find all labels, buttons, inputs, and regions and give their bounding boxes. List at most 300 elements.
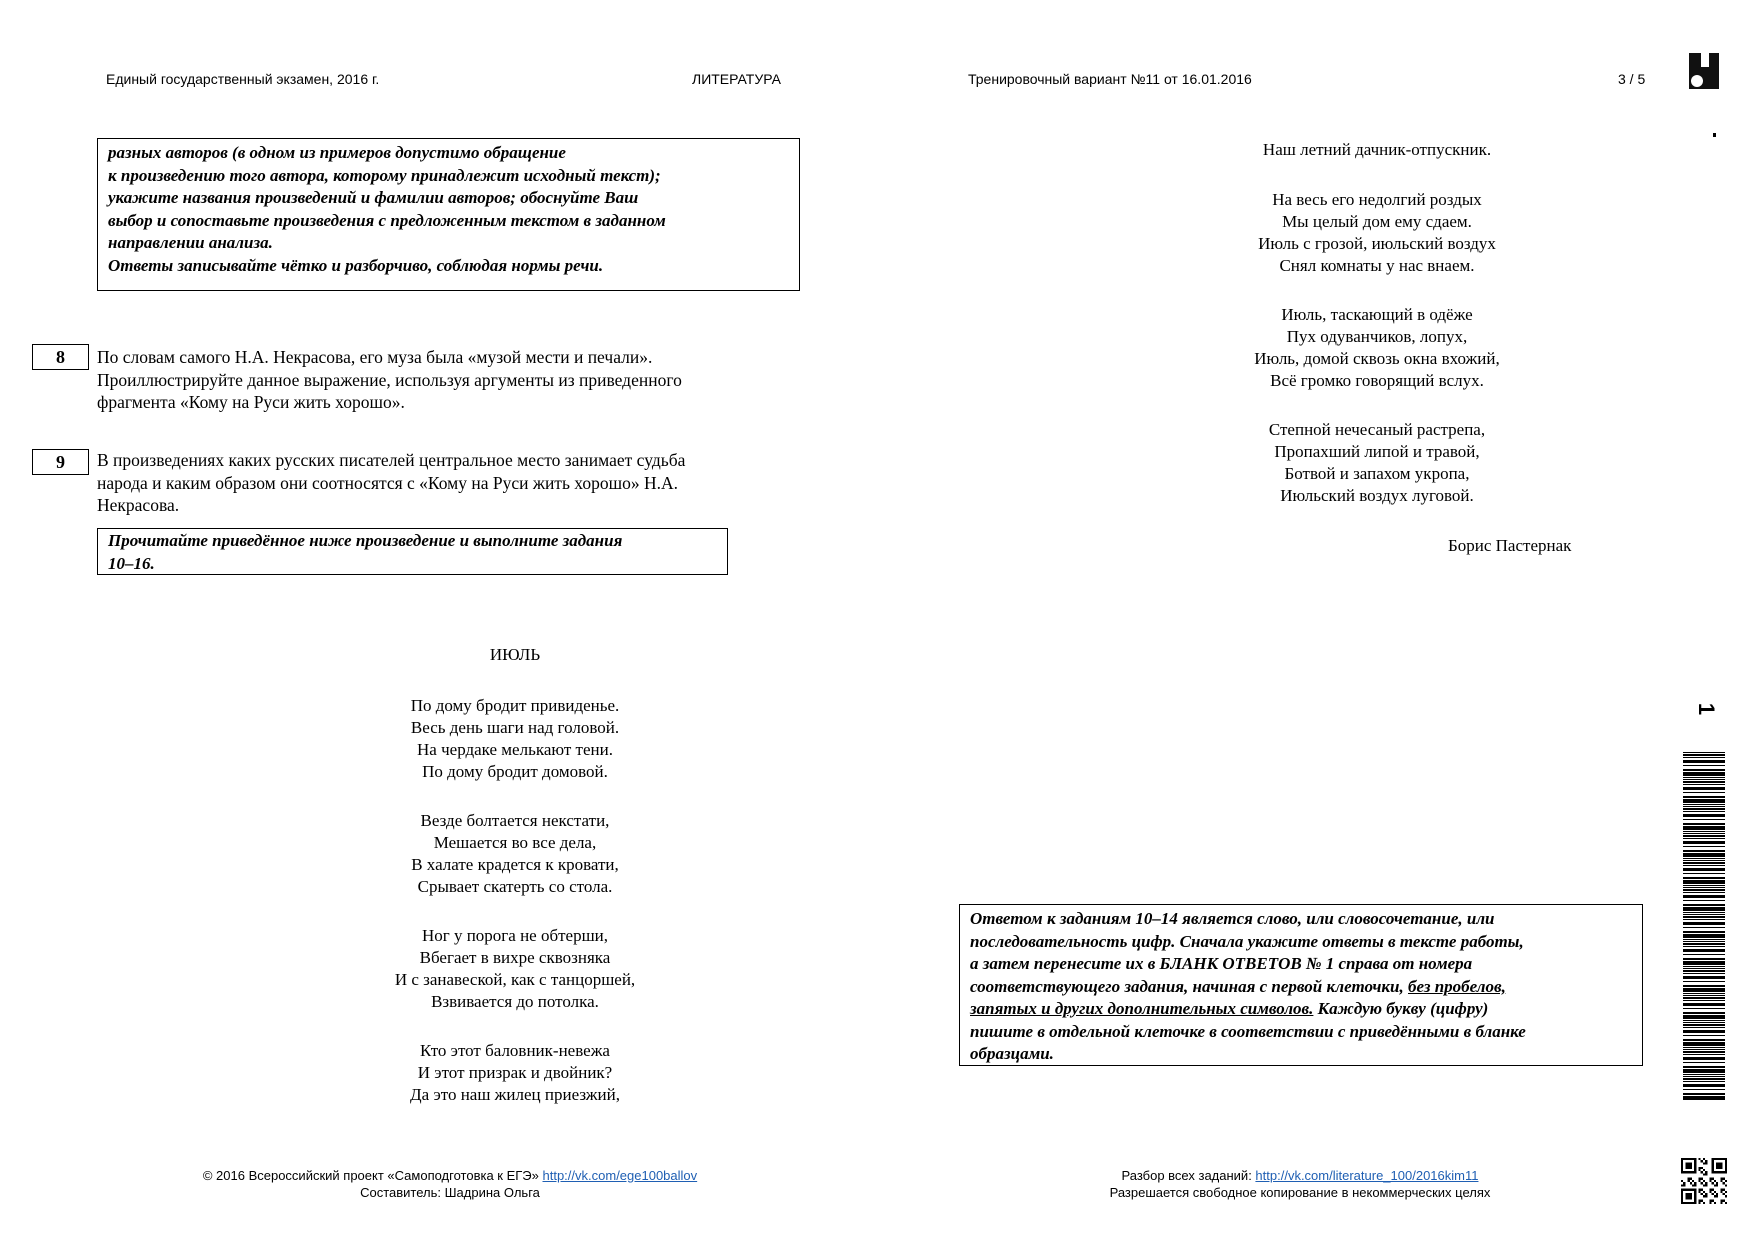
qr-module [1688, 1180, 1690, 1182]
qr-module [1690, 1193, 1692, 1195]
qr-module [1681, 1200, 1683, 1202]
qr-module [1712, 1182, 1714, 1184]
qr-module [1723, 1171, 1725, 1173]
barcode-bar [1683, 997, 1725, 999]
side-mark: 1 [1694, 702, 1720, 716]
footer-analysis-link[interactable]: http://vk.com/literature_100/2016kim11 [1255, 1168, 1479, 1183]
poem-stanza [315, 695, 715, 783]
barcode-bar [1683, 973, 1725, 974]
qr-module [1683, 1182, 1685, 1184]
question-line: Некрасова. [97, 495, 180, 515]
qr-module [1683, 1171, 1685, 1173]
qr-module [1681, 1202, 1683, 1204]
barcode-bar [1683, 914, 1725, 915]
qr-module [1720, 1167, 1722, 1169]
question-line: фрагмента «Кому на Руси жить хорошо». [97, 392, 405, 412]
barcode-bar [1683, 934, 1725, 938]
qr-module [1690, 1171, 1692, 1173]
barcode-bar [1683, 846, 1725, 847]
qr-module [1681, 1171, 1683, 1173]
instruction-fragment: соответствующего задания, начиная с первой клеточки, [970, 976, 1409, 996]
qr-module [1699, 1169, 1701, 1171]
barcode-bar [1683, 1008, 1725, 1009]
qr-module [1705, 1195, 1707, 1197]
qr-module [1685, 1158, 1687, 1160]
qr-module [1714, 1180, 1716, 1182]
qr-module [1694, 1202, 1696, 1204]
qr-module [1694, 1171, 1696, 1173]
qr-module [1694, 1191, 1696, 1193]
instruction-line: Прочитайте приведённое ниже произведение и выполните задания [108, 531, 623, 550]
poem-line: Вбегает в вихре сквозняка [419, 948, 611, 967]
barcode-bar [1683, 841, 1725, 844]
qr-module [1688, 1171, 1690, 1173]
instruction-line: образцами. [970, 1044, 1054, 1063]
qr-module [1681, 1197, 1683, 1199]
qr-module [1681, 1180, 1683, 1182]
barcode-bar [1683, 1089, 1725, 1090]
barcode-bar [1683, 1003, 1725, 1006]
barcode-bar [1683, 1054, 1725, 1055]
footer-license: Разрешается свободное копирование в некоммерческих целях [1109, 1185, 1491, 1200]
barcode-bar [1683, 853, 1725, 857]
poem-line: Мешается во все дела, [433, 833, 597, 852]
qr-module [1723, 1193, 1725, 1195]
barcode-bar [1683, 946, 1725, 947]
qr-module [1703, 1162, 1705, 1164]
barcode-bar [1683, 1000, 1725, 1001]
poem-line: Июль, домой сквозь окна вхожий, [1254, 349, 1500, 368]
barcode-bar [1683, 831, 1725, 832]
poem-line: По дому бродит домовой. [422, 762, 608, 781]
qr-module [1683, 1202, 1685, 1204]
qr-module [1725, 1158, 1727, 1160]
poem-stanza [315, 810, 715, 898]
barcode-bar [1683, 1027, 1725, 1028]
barcode-bar [1683, 760, 1725, 763]
barcode-bar [1683, 988, 1725, 992]
barcode-bar [1683, 862, 1725, 864]
qr-module [1714, 1158, 1716, 1160]
qr-module [1725, 1184, 1727, 1186]
qr-module [1688, 1197, 1690, 1199]
qr-module [1681, 1189, 1683, 1191]
barcode-bar [1683, 976, 1725, 979]
instruction-line: к произведению того автора, которому принадлежит исходный текст); [108, 165, 661, 185]
poem-stanza [1177, 419, 1577, 507]
qr-module [1720, 1158, 1722, 1160]
qr-module [1699, 1191, 1701, 1193]
qr-module [1703, 1180, 1705, 1182]
qr-code-icon [1681, 1158, 1727, 1204]
qr-module [1703, 1195, 1705, 1197]
qr-module [1692, 1158, 1694, 1160]
barcode-bar [1683, 765, 1725, 766]
instruction-fragment: Каждую букву (цифру) [1313, 999, 1489, 1018]
poem-stanza [315, 925, 715, 1013]
side-tick-mark [1713, 133, 1716, 137]
poem-line: Всё громко говорящий вслух. [1270, 371, 1484, 390]
qr-module [1712, 1189, 1714, 1191]
qr-module [1712, 1169, 1714, 1171]
page-number: 3 / 5 [1618, 71, 1646, 87]
instruction-line: пишите в отдельной клеточке в соответствии с приведёнными в бланке [970, 1021, 1526, 1041]
qr-module [1692, 1202, 1694, 1204]
barcode-bar [1683, 769, 1725, 771]
instruction-line: укажите названия произведений и фамилии авторов; обоснуйте Ваш [108, 188, 639, 207]
barcode-bar [1683, 1062, 1725, 1063]
qr-module [1683, 1184, 1685, 1186]
qr-module [1718, 1158, 1720, 1160]
qr-module [1705, 1171, 1707, 1173]
footer-right [1020, 1167, 1580, 1201]
poem-line: Степной нечесаный растрепа, [1268, 420, 1486, 439]
qr-module [1690, 1167, 1692, 1169]
barcode-bar [1683, 931, 1725, 933]
barcode-bar [1683, 792, 1725, 793]
poem-title: ИЮЛЬ [489, 645, 541, 664]
corner-mark-icon [1689, 53, 1719, 89]
qr-module [1705, 1182, 1707, 1184]
qr-module [1701, 1171, 1703, 1173]
qr-module [1681, 1191, 1683, 1193]
qr-module [1683, 1158, 1685, 1160]
barcode-bar [1683, 904, 1725, 906]
barcode-bar [1683, 806, 1725, 807]
qr-module [1716, 1162, 1718, 1164]
qr-module [1685, 1165, 1687, 1167]
qr-module [1714, 1191, 1716, 1193]
qr-module [1694, 1195, 1696, 1197]
poem-line: Наш летний дачник-отпускник. [1262, 140, 1492, 159]
question-number-8: 8 [32, 344, 89, 370]
poem-line: Снял комнаты у нас внаем. [1279, 256, 1475, 275]
poem-stanza [1177, 139, 1577, 161]
qr-module [1699, 1178, 1701, 1180]
qr-module [1681, 1167, 1683, 1169]
qr-module [1690, 1195, 1692, 1197]
qr-module [1725, 1160, 1727, 1162]
qr-module [1685, 1197, 1687, 1199]
qr-module [1699, 1180, 1701, 1182]
footer-analysis-line [1020, 1167, 1580, 1184]
barcode-bar [1683, 865, 1725, 866]
qr-module [1720, 1171, 1722, 1173]
poem-author: Борис Пастернак [1448, 536, 1572, 555]
barcode-bar [1683, 1051, 1725, 1053]
qr-module [1681, 1160, 1683, 1162]
qr-module [1681, 1195, 1683, 1197]
qr-module [1712, 1178, 1714, 1180]
poem-line: И с занавеской, как с танцоршей, [394, 970, 636, 989]
footer-compiler: Составитель: Шадрина Ольга [360, 1185, 540, 1200]
barcode-bar [1683, 835, 1725, 837]
qr-module [1690, 1202, 1692, 1204]
poem-line: Июльский воздух луговой. [1280, 486, 1474, 505]
barcode-bar [1683, 814, 1725, 817]
qr-module [1705, 1193, 1707, 1195]
qr-module [1725, 1191, 1727, 1193]
instruction-line: Ответом к заданиям 10–14 является слово, или словосочетание, или [970, 909, 1495, 928]
poem-line: Да это наш жилец приезжий, [410, 1085, 620, 1104]
barcode-bar [1683, 970, 1725, 972]
qr-module [1705, 1184, 1707, 1186]
qr-module [1692, 1184, 1694, 1186]
barcode-bar [1683, 873, 1725, 874]
barcode-bar [1683, 1035, 1725, 1036]
barcode-bar [1683, 1093, 1725, 1095]
qr-module [1716, 1195, 1718, 1197]
question-line: По словам самого Н.А. Некрасова, его муза была «музой мести и печали». [97, 347, 653, 367]
qr-module [1692, 1189, 1694, 1191]
qr-module [1688, 1202, 1690, 1204]
qr-module [1681, 1158, 1683, 1160]
poem-line: Взвивается до потолка. [431, 992, 599, 1011]
barcode-bar [1683, 1049, 1725, 1050]
qr-module [1694, 1189, 1696, 1191]
qr-module [1712, 1165, 1714, 1167]
poem-line: Июль с грозой, июльский воздух [1258, 234, 1496, 253]
question-line: Проиллюстрируйте данное выражение, используя аргументы из приведенного [97, 369, 682, 390]
qr-module [1681, 1169, 1683, 1171]
barcode-bar [1683, 796, 1725, 798]
qr-module [1688, 1195, 1690, 1197]
qr-module [1694, 1193, 1696, 1195]
footer-copyright: © 2016 Всероссийский проект «Самоподготовка к ЕГЭ» [202, 1168, 543, 1183]
barcode-bar [1683, 799, 1725, 803]
barcode-bar [1683, 880, 1725, 884]
barcode-bar [1683, 958, 1725, 960]
qr-module [1725, 1202, 1727, 1204]
barcode-bar [1683, 1020, 1725, 1021]
poem-line: Кто этот баловник-невежа [420, 1041, 610, 1060]
barcode-bar [1683, 961, 1725, 965]
barcode-icon [1683, 752, 1725, 1100]
barcode-bar [1683, 981, 1725, 982]
qr-module [1716, 1184, 1718, 1186]
poem-line: Ботвой и запахом укропа, [1284, 464, 1470, 483]
barcode-bar [1683, 804, 1725, 805]
qr-module [1699, 1158, 1701, 1160]
barcode-bar [1683, 1030, 1725, 1033]
barcode-bar [1683, 889, 1725, 891]
qr-module [1709, 1180, 1711, 1182]
poem-line: Ног у порога не обтерши, [421, 926, 609, 945]
barcode-bar [1683, 907, 1725, 911]
qr-module [1681, 1162, 1683, 1164]
barcode-bar [1683, 868, 1725, 871]
qr-module [1688, 1162, 1690, 1164]
qr-module [1701, 1160, 1703, 1162]
barcode-bar [1683, 1047, 1725, 1048]
qr-module [1685, 1202, 1687, 1204]
barcode-bar [1683, 858, 1725, 859]
qr-module [1723, 1189, 1725, 1191]
barcode-bar [1683, 966, 1725, 967]
barcode-bar [1683, 995, 1725, 996]
qr-module [1712, 1171, 1714, 1173]
instruction-line: последовательность цифр. Сначала укажите ответы в тексте работы, [970, 931, 1524, 951]
barcode-bar [1683, 787, 1725, 790]
barcode-bar [1683, 877, 1725, 879]
qr-module [1720, 1191, 1722, 1193]
qr-module [1712, 1193, 1714, 1195]
instruction-box [97, 138, 800, 291]
qr-module [1701, 1178, 1703, 1180]
qr-module [1694, 1160, 1696, 1162]
qr-module [1716, 1193, 1718, 1195]
qr-module [1709, 1200, 1711, 1202]
qr-module [1709, 1178, 1711, 1180]
barcode-bar [1683, 1081, 1725, 1082]
barcode-bar [1683, 1015, 1725, 1019]
poem-line: Везде болтается некстати, [420, 811, 610, 830]
barcode-bar [1683, 838, 1725, 839]
footer-analysis-label: Разбор всех заданий: [1121, 1168, 1256, 1183]
header-variant: Тренировочный вариант №11 от 16.01.2016 [968, 71, 1252, 87]
barcode-bar [1683, 1078, 1725, 1080]
barcode-bar [1683, 941, 1725, 942]
qr-module [1720, 1200, 1722, 1202]
barcode-bar [1683, 939, 1725, 940]
qr-module [1681, 1165, 1683, 1167]
question-number-9: 9 [32, 449, 89, 475]
qr-module [1723, 1200, 1725, 1202]
poem-line: И этот призрак и двойник? [417, 1063, 613, 1082]
qr-module [1718, 1165, 1720, 1167]
qr-module [1703, 1191, 1705, 1193]
barcode-bar [1683, 826, 1725, 830]
footer-copyright-link[interactable]: http://vk.com/ege100ballov [542, 1168, 698, 1183]
qr-module [1688, 1167, 1690, 1169]
qr-module [1685, 1171, 1687, 1173]
qr-module [1718, 1171, 1720, 1173]
qr-module [1683, 1189, 1685, 1191]
barcode-bar [1683, 1039, 1725, 1041]
qr-module [1723, 1178, 1725, 1180]
barcode-bar [1683, 850, 1725, 852]
qr-module [1694, 1182, 1696, 1184]
poem-stanza [1177, 189, 1577, 277]
barcode-bar [1683, 860, 1725, 861]
qr-module [1720, 1189, 1722, 1191]
poem-line: На весь его недолгий роздых [1272, 190, 1482, 209]
barcode-bar [1683, 777, 1725, 778]
qr-module [1705, 1160, 1707, 1162]
qr-module [1712, 1158, 1714, 1160]
qr-module [1720, 1178, 1722, 1180]
underlined-fragment: запятых и других дополнительных символов. [970, 999, 1314, 1018]
qr-module [1688, 1165, 1690, 1167]
answer-instruction-box [959, 904, 1643, 1066]
qr-module [1714, 1184, 1716, 1186]
qr-module [1716, 1167, 1718, 1169]
header-exam-title: Единый государственный экзамен, 2016 г. [106, 71, 380, 87]
qr-module [1703, 1169, 1705, 1171]
barcode-bar [1683, 927, 1725, 928]
qr-module [1694, 1184, 1696, 1186]
qr-module [1699, 1200, 1701, 1202]
qr-module [1701, 1193, 1703, 1195]
qr-module [1725, 1162, 1727, 1164]
qr-module [1690, 1182, 1692, 1184]
qr-module [1712, 1160, 1714, 1162]
qr-module [1694, 1167, 1696, 1169]
poem-line: Мы целый дом ему сдаем. [1282, 212, 1472, 231]
qr-module [1690, 1189, 1692, 1191]
qr-module [1701, 1167, 1703, 1169]
qr-module [1723, 1182, 1725, 1184]
qr-module [1685, 1189, 1687, 1191]
barcode-bar [1683, 922, 1725, 925]
qr-module [1690, 1178, 1692, 1180]
barcode-bar [1683, 779, 1725, 780]
barcode-bar [1683, 808, 1725, 810]
barcode-bar [1683, 1066, 1725, 1068]
question-line: В произведениях каких русских писателей центральное место занимает судьба [97, 450, 686, 470]
qr-module [1694, 1197, 1696, 1199]
barcode-bar [1683, 1022, 1725, 1023]
qr-module [1699, 1202, 1701, 1204]
instruction-line: разных авторов (в одном из примеров допустимо обращение [108, 143, 566, 162]
barcode-bar [1683, 784, 1725, 785]
barcode-bar [1683, 900, 1725, 901]
qr-module [1703, 1173, 1705, 1175]
footer-left [170, 1167, 730, 1201]
qr-module [1725, 1180, 1727, 1182]
barcode-bar [1683, 757, 1725, 758]
qr-module [1709, 1189, 1711, 1191]
qr-module [1690, 1158, 1692, 1160]
poem-line: Срывает скатерть со стола. [417, 877, 613, 896]
qr-module [1709, 1191, 1711, 1193]
qr-module [1716, 1165, 1718, 1167]
barcode-bar [1683, 895, 1725, 898]
qr-module [1725, 1169, 1727, 1171]
qr-module [1716, 1171, 1718, 1173]
qr-module [1703, 1202, 1705, 1204]
barcode-bar [1683, 1057, 1725, 1060]
qr-module [1725, 1171, 1727, 1173]
qr-module [1718, 1167, 1720, 1169]
barcode-bar [1683, 943, 1725, 945]
qr-module [1709, 1202, 1711, 1204]
qr-module [1692, 1171, 1694, 1173]
poem-line: Июль, таскающий в одёже [1281, 305, 1473, 324]
barcode-bar [1683, 954, 1725, 955]
barcode-bar [1683, 892, 1725, 893]
poem-line: В халате крадется к кровати, [411, 855, 619, 874]
instruction-line: а затем перенесите их в БЛАНК ОТВЕТОВ № 1 справа от номера [970, 954, 1473, 973]
barcode-bar [1683, 781, 1725, 783]
qr-module [1725, 1167, 1727, 1169]
poem-stanza [1177, 304, 1577, 392]
barcode-bar [1683, 819, 1725, 820]
qr-module [1699, 1189, 1701, 1191]
qr-module [1712, 1162, 1714, 1164]
qr-module [1720, 1180, 1722, 1182]
poem-stanza [315, 1040, 715, 1106]
instruction-line [970, 998, 1632, 1021]
barcode-bar [1683, 949, 1725, 952]
instruction-line: Ответы записывайте чётко и разборчиво, соблюдая нормы речи. [108, 255, 604, 275]
qr-module [1716, 1158, 1718, 1160]
barcode-bar [1683, 985, 1725, 987]
qr-module [1712, 1200, 1714, 1202]
barcode-bar [1683, 887, 1725, 888]
qr-module [1688, 1158, 1690, 1160]
qr-module [1703, 1184, 1705, 1186]
